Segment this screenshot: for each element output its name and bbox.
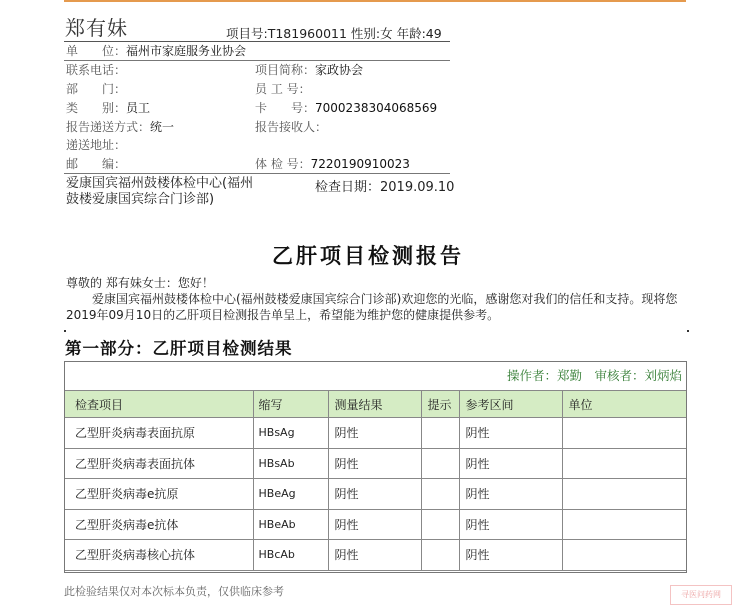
header-item: 检查项目 bbox=[65, 391, 253, 418]
address-field bbox=[66, 136, 126, 154]
operator-line: 操作者：郑勤 审核者：刘炳焰 bbox=[506, 368, 682, 383]
delivery-value: 统一 bbox=[150, 120, 175, 134]
cell-reference: 阴性 bbox=[459, 479, 562, 510]
address-label: 递送地址： bbox=[66, 138, 127, 152]
table-row bbox=[65, 479, 686, 510]
unit-field bbox=[66, 42, 246, 60]
table-row bbox=[65, 540, 686, 571]
cell-hint bbox=[421, 418, 459, 449]
section-title: 第一部分：乙肝项目检测结果 bbox=[65, 339, 293, 358]
unit-label: 单 位： bbox=[66, 44, 127, 58]
cell-result: 阴性 bbox=[328, 540, 421, 571]
project-abbr-label: 项目简称： bbox=[255, 63, 316, 77]
type-value: 员工 bbox=[126, 101, 151, 115]
cell-reference: 阴性 bbox=[459, 540, 562, 571]
unit-value: 福州市家庭服务业协会 bbox=[126, 44, 247, 58]
receiver-field bbox=[255, 118, 327, 136]
phone-label: 联系电话： bbox=[66, 63, 127, 77]
results-panel bbox=[64, 361, 687, 573]
clinic-name: 爱康国宾福州鼓楼体检中心(福州鼓楼爱康国宾综合门诊部) bbox=[66, 176, 254, 207]
cell-reference: 阴性 bbox=[459, 418, 562, 449]
greeting: 尊敬的 郑有妹女士：您好！ bbox=[66, 276, 214, 290]
cell-unit bbox=[562, 418, 686, 449]
cell-abbr: HBsAb bbox=[253, 448, 328, 479]
exam-no-label: 体 检 号： bbox=[255, 157, 311, 171]
cell-abbr: HBeAg bbox=[253, 479, 328, 510]
cell-hint bbox=[421, 479, 459, 510]
cell-reference: 阴性 bbox=[459, 509, 562, 540]
cell-item: 乙型肝炎病毒表面抗原 bbox=[65, 418, 253, 449]
cell-result: 阴性 bbox=[328, 448, 421, 479]
staff-no-field bbox=[255, 80, 311, 98]
cell-hint bbox=[421, 540, 459, 571]
cell-item: 乙型肝炎病毒核心抗体 bbox=[65, 540, 253, 571]
header-unit: 单位 bbox=[562, 391, 686, 418]
card-value: 7000238304068569 bbox=[315, 101, 438, 115]
cell-abbr: HBcAb bbox=[253, 540, 328, 571]
intro-paragraph: 爱康国宾福州鼓楼体检中心(福州鼓楼爱康国宾综合门诊部)欢迎您的光临，感谢您对我们的信任和支持。现将您2019年09月10日的乙肝项目检测报告单呈上，希望能为维护您的健康提供参考。 bbox=[66, 292, 678, 322]
project-info-line: 项目号:T181960011 性别:女 年龄:49 bbox=[226, 26, 442, 41]
exam-date: 检查日期：2019.09.10 bbox=[315, 180, 455, 195]
cell-reference: 阴性 bbox=[459, 448, 562, 479]
postcode-label: 邮 编： bbox=[66, 157, 127, 171]
results-table bbox=[65, 390, 686, 571]
cell-item: 乙型肝炎病毒e抗体 bbox=[65, 509, 253, 540]
table-header-row bbox=[65, 391, 686, 418]
cell-unit bbox=[562, 540, 686, 571]
site-watermark: 寻医问药网 bbox=[670, 585, 732, 605]
corner-dot-right bbox=[687, 330, 689, 332]
delivery-field bbox=[66, 118, 174, 136]
info-separator bbox=[64, 173, 450, 174]
table-row bbox=[65, 448, 686, 479]
table-row bbox=[65, 509, 686, 540]
type-field bbox=[66, 99, 150, 117]
phone-field bbox=[66, 61, 126, 79]
card-field bbox=[255, 99, 437, 117]
dept-label: 部 门： bbox=[66, 82, 127, 96]
cell-hint bbox=[421, 509, 459, 540]
project-abbr-field bbox=[255, 61, 363, 79]
corner-dot-left bbox=[64, 330, 66, 332]
cell-unit bbox=[562, 509, 686, 540]
cell-abbr: HBeAb bbox=[253, 509, 328, 540]
cell-result: 阴性 bbox=[328, 479, 421, 510]
top-accent-rule bbox=[64, 0, 686, 2]
cell-abbr: HBsAg bbox=[253, 418, 328, 449]
dept-field bbox=[66, 80, 126, 98]
delivery-label: 报告递送方式： bbox=[66, 120, 151, 134]
cell-item: 乙型肝炎病毒e抗原 bbox=[65, 479, 253, 510]
cell-hint bbox=[421, 448, 459, 479]
exam-no-field bbox=[255, 155, 410, 173]
cell-item: 乙型肝炎病毒表面抗体 bbox=[65, 448, 253, 479]
header-hint: 提示 bbox=[421, 391, 459, 418]
report-title: 乙肝项目检测报告 bbox=[272, 244, 464, 268]
header-abbr: 缩写 bbox=[253, 391, 328, 418]
header-result: 测量结果 bbox=[328, 391, 421, 418]
type-label: 类 别： bbox=[66, 101, 127, 115]
card-label: 卡 号： bbox=[255, 101, 316, 115]
table-row bbox=[65, 418, 686, 449]
cell-result: 阴性 bbox=[328, 509, 421, 540]
cell-unit bbox=[562, 448, 686, 479]
project-abbr-value: 家政协会 bbox=[315, 63, 364, 77]
footnote: 此检验结果仅对本次标本负责，仅供临床参考 bbox=[64, 585, 284, 598]
cell-result: 阴性 bbox=[328, 418, 421, 449]
postcode-field bbox=[66, 155, 126, 173]
exam-no-value: 7220190910023 bbox=[310, 157, 410, 171]
staff-no-label: 员 工 号： bbox=[255, 82, 311, 96]
receiver-label: 报告接收人： bbox=[255, 120, 328, 134]
cell-unit bbox=[562, 479, 686, 510]
header-reference: 参考区间 bbox=[459, 391, 562, 418]
patient-name: 郑有妹 bbox=[65, 16, 128, 40]
